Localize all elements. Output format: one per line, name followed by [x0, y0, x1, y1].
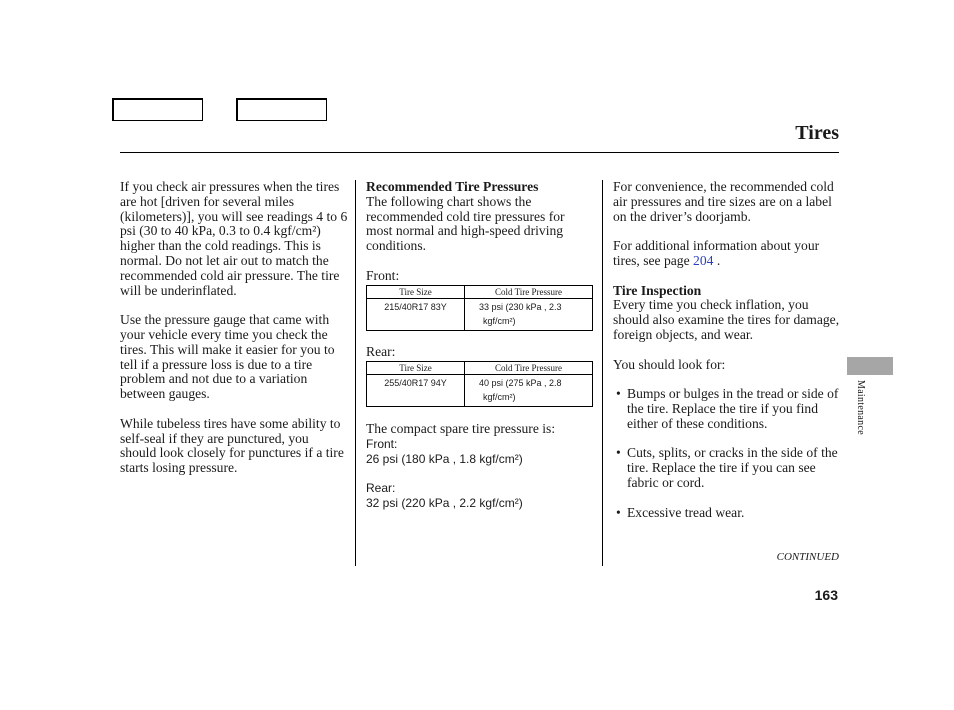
spare-rear-value: 32 psi (220 kPa , 2.2 kgf/cm²)	[366, 495, 523, 510]
page-number: 163	[814, 587, 838, 603]
front-label: Front:	[366, 267, 400, 283]
bullet-icon: •	[616, 386, 621, 402]
pressure-line-1: 33 psi (230 kPa , 2.3	[479, 301, 562, 312]
table-header-row	[367, 285, 593, 298]
section-tab-label: Maintenance	[855, 380, 866, 435]
section-heading-inspection: Tire Inspection	[613, 282, 702, 298]
column-divider	[602, 180, 603, 566]
table-header-tire-size: Tire Size	[367, 285, 465, 298]
additional-info-period: .	[713, 252, 721, 268]
spare-front-value: 26 psi (180 kPa , 1.8 kgf/cm²)	[366, 451, 523, 466]
list-item	[613, 446, 843, 490]
table-header-cold-pressure: Cold Tire Pressure	[465, 362, 593, 375]
spare-intro: The compact spare tire pressure is:	[366, 420, 556, 436]
column-left	[120, 180, 348, 476]
table-cell-size: 215/40R17 83Y	[367, 298, 465, 330]
paragraph-inspection: Every time you check inflation, you should also examine the tires for damage, foreign objects, and wear.	[613, 297, 840, 342]
table-header-tire-size: Tire Size	[367, 362, 465, 375]
rear-label: Rear:	[366, 344, 396, 360]
table-row	[367, 298, 593, 330]
section-heading-recommended: Recommended Tire Pressures	[366, 179, 539, 194]
list-item-text: Cuts, splits, or cracks in the side of the tire. Replace the tire if you can see fabric or cord.	[627, 445, 838, 490]
page-title: Tires	[795, 122, 839, 144]
continued-label: CONTINUED	[776, 551, 839, 563]
pressure-line-2: kgf/cm²)	[483, 392, 516, 403]
list-item-text: Excessive tread wear.	[627, 504, 745, 520]
table-header-row	[367, 362, 593, 375]
additional-info-text: For additional information about your tires, see page	[613, 238, 820, 268]
look-for-label: You should look for:	[613, 356, 726, 372]
rear-tire-table	[366, 361, 593, 407]
list-item	[613, 506, 843, 521]
section-tab[interactable]	[847, 357, 893, 375]
pressure-line-2: kgf/cm²)	[483, 315, 516, 326]
nav-button-previous[interactable]	[112, 98, 203, 121]
paragraph-hot-tires: If you check air pressures when the tires are hot [driven for several miles (kilometers)], you will see readings 4 to 6 psi (30 to 40 kPa, 0.3 to 0.4 kgf/cm²) higher than the cold readings. This is normal. Do not let air out to match the recommended cold air pressure. The tire will be underinflated.	[120, 179, 348, 298]
bullet-icon: •	[616, 504, 621, 520]
list-item	[613, 387, 843, 431]
paragraph-additional-info	[613, 239, 843, 269]
table-cell-size: 255/40R17 94Y	[367, 375, 465, 407]
list-item-text: Bumps or bulges in the tread or side of the tire. Replace the tire if you find either of these conditions.	[627, 386, 839, 431]
paragraph-tubeless: While tubeless tires have some ability to self-seal if they are punctured, you should look closely for punctures if a tire starts losing pressure.	[120, 415, 344, 476]
table-cell-pressure	[465, 298, 593, 330]
column-right	[613, 180, 843, 520]
table-cell-pressure	[465, 375, 593, 407]
column-middle	[366, 180, 594, 511]
paragraph-chart-intro: The following chart shows the recommended cold tire pressures for most normal and high-speed driving conditions.	[366, 193, 565, 254]
spare-rear-label: Rear:	[366, 481, 396, 496]
column-divider	[355, 180, 356, 566]
paragraph-doorjamb-label: For convenience, the recommended cold air pressures and tire sizes are on a label on the driver’s doorjamb.	[613, 179, 834, 224]
nav-button-next[interactable]	[236, 98, 327, 121]
front-tire-table	[366, 285, 593, 331]
bullet-icon: •	[616, 445, 621, 461]
page-reference-link[interactable]: 204	[693, 252, 714, 268]
table-header-cold-pressure: Cold Tire Pressure	[465, 285, 593, 298]
table-row	[367, 375, 593, 407]
title-divider	[120, 152, 839, 153]
pressure-line-1: 40 psi (275 kPa , 2.8	[479, 378, 562, 389]
spare-front-label: Front:	[366, 436, 398, 451]
paragraph-pressure-gauge: Use the pressure gauge that came with your vehicle every time you check the tires. This will make it easier for you to tell if a pressure loss is due to a tire problem and not due to a variation between gauges.	[120, 312, 335, 402]
